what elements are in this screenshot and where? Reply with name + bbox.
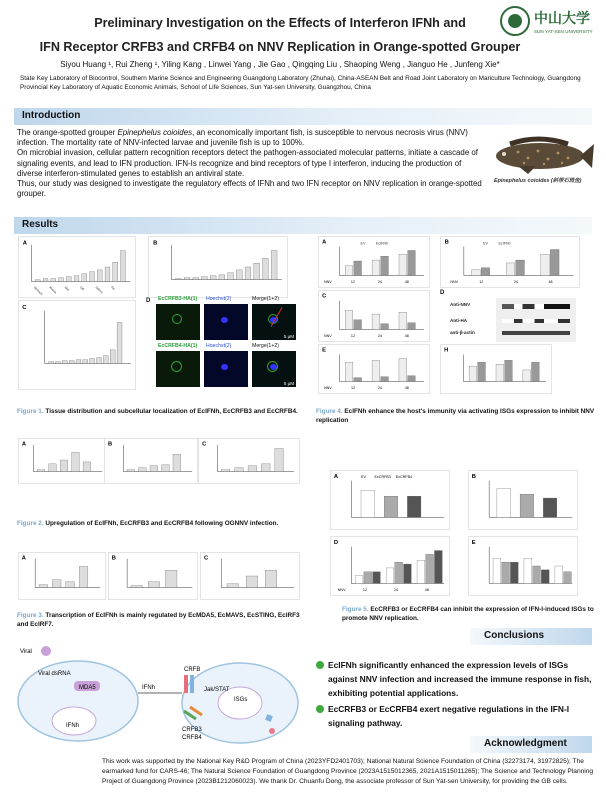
acknowledgment-text: This work was supported by the National Key R&D Program of China (2023YFD2401703); National Natural Science Foundation of China (32273174, 31972825); The earmarked fund for CARS-46; The Natural Science Foundation of Guangdong Province (2023A1515012365, 2021A1515011265); The Science and Technology Planning Project of Guangdong Province (2023B1212060023). We thank Dr. Chuanfu Dong, the associate professor of Sun Yat-sen University, for providing the GB cells. bbox=[102, 758, 594, 785]
fig1-merge-label-1: Merge(1+2) bbox=[252, 296, 279, 302]
figure4-caption: Figure 4. EcIFNh enhance the host's immunity via activating ISGs expression to inhibit NNV replication bbox=[316, 408, 595, 424]
university-seal-icon bbox=[500, 6, 530, 36]
fig2-panel-a bbox=[18, 438, 108, 484]
figure2-caption: Figure 2. Upregulation of EcIFNh, EcCRFB3 and EcCRFB4 following OGNNV infection. bbox=[17, 520, 279, 527]
svg-text:EcIFNh: EcIFNh bbox=[375, 241, 389, 246]
wb-anti-ha: Anti-HA bbox=[450, 318, 468, 323]
figure5-caption: Figure 5. EcCRFB3 or EcCRFB4 can inhibit the expression of IFN-I-induced ISGs to promote NNV replication. bbox=[342, 606, 594, 622]
svg-text:EV: EV bbox=[361, 474, 366, 479]
fig3-panel-c bbox=[200, 552, 300, 600]
fig4-panel-a bbox=[318, 236, 430, 288]
scale-bar-1: 5 μM bbox=[283, 334, 294, 339]
svg-text:A: A bbox=[21, 555, 26, 562]
svg-text:48: 48 bbox=[404, 280, 409, 285]
merge-image-2 bbox=[252, 351, 296, 387]
fig1-crfb3-label: EcCRFB3-HA(1) bbox=[158, 296, 198, 302]
svg-text:12: 12 bbox=[350, 386, 356, 391]
fig1-merge-label-2: Merge(1+2) bbox=[252, 343, 279, 349]
conclusions-title: Conclusions bbox=[484, 630, 545, 641]
fig1-label-a: A bbox=[22, 240, 27, 247]
svg-text:CRFB4: CRFB4 bbox=[182, 735, 202, 741]
hoechst-image-1 bbox=[204, 304, 248, 340]
fig1-panel-c bbox=[18, 300, 136, 390]
svg-text:Viral dsRNA: Viral dsRNA bbox=[38, 671, 71, 677]
crfb4-image bbox=[156, 351, 200, 387]
svg-text:Spleen: Spleen bbox=[94, 285, 104, 295]
fig5-panel-d bbox=[330, 536, 450, 596]
svg-text:EV: EV bbox=[360, 241, 366, 246]
intro-paragraph-3: Thus, our study was designed to investigate the regulatory effects of IFNh and two IFN receptor on NNV replication in orange-spotted grouper. bbox=[17, 179, 482, 199]
fig1-hoechst-label-2: Hoechst(2) bbox=[206, 343, 232, 349]
svg-text:A: A bbox=[333, 473, 339, 480]
svg-text:12: 12 bbox=[350, 280, 355, 285]
acknowledgment-header bbox=[470, 736, 592, 753]
svg-text:48: 48 bbox=[404, 334, 409, 339]
bullet-dot-icon bbox=[316, 705, 324, 713]
svg-text:Viral: Viral bbox=[20, 649, 32, 655]
hoechst-image-2 bbox=[204, 351, 248, 387]
results-title: Results bbox=[22, 219, 59, 230]
fig1-panel-b bbox=[148, 236, 288, 298]
svg-text:C: C bbox=[322, 293, 327, 300]
svg-text:24: 24 bbox=[513, 280, 518, 285]
svg-text:Gill: Gill bbox=[79, 285, 85, 291]
svg-text:E: E bbox=[471, 539, 476, 546]
poster-title-line2: IFN Receptor CRFB3 and CRFB4 on NNV Replication in Orange-spotted Grouper bbox=[39, 40, 521, 54]
grouper-fish-image bbox=[488, 132, 596, 176]
poster-title-line1: Preliminary Investigation on the Effects of Interferon IFNh and bbox=[94, 16, 466, 30]
scale-bar-2: 5 μM bbox=[283, 381, 294, 386]
svg-text:Muscle: Muscle bbox=[48, 285, 58, 295]
svg-text:D: D bbox=[333, 539, 339, 546]
svg-text:48: 48 bbox=[548, 280, 553, 285]
acknowledgment-title: Acknowledgment bbox=[484, 738, 567, 749]
university-logo bbox=[500, 6, 600, 42]
fig1-crfb4-label: EcCRFB4-HA(1) bbox=[158, 343, 198, 349]
svg-text:EcCRFB4: EcCRFB4 bbox=[395, 474, 413, 479]
svg-text:CRFB: CRFB bbox=[184, 667, 201, 673]
svg-text:B: B bbox=[107, 441, 113, 448]
virus-icon bbox=[41, 646, 51, 656]
wb-blot bbox=[496, 298, 576, 342]
svg-text:12: 12 bbox=[362, 588, 368, 593]
svg-text:NNV: NNV bbox=[324, 280, 332, 285]
svg-text:24: 24 bbox=[377, 334, 382, 339]
svg-text:12: 12 bbox=[350, 334, 355, 339]
fig1-panel-a bbox=[18, 236, 136, 298]
fig5-panel-b bbox=[468, 470, 578, 530]
svg-text:CRFB3: CRFB3 bbox=[182, 727, 202, 733]
svg-text:48: 48 bbox=[404, 386, 409, 391]
svg-text:24: 24 bbox=[393, 588, 398, 593]
conclusion-item: EcCRFB3 or EcCRFB4 exert negative regulations in the IFN-I signaling pathway. bbox=[316, 702, 596, 730]
fig1-label-d: D bbox=[146, 298, 151, 304]
merge-image-1 bbox=[252, 304, 296, 340]
introduction-title: Introduction bbox=[22, 110, 81, 121]
svg-text:EcIFNh: EcIFNh bbox=[498, 241, 511, 246]
logo-english: SUN YAT-SEN UNIVERSITY bbox=[534, 29, 593, 34]
svg-text:EcCRFB3: EcCRFB3 bbox=[374, 474, 391, 479]
fig5-panel-a bbox=[330, 470, 450, 530]
fig5-panel-e bbox=[468, 536, 578, 596]
svg-text:MDA5: MDA5 bbox=[79, 685, 96, 691]
fig2-panel-c bbox=[198, 438, 300, 484]
fig4-panel-h bbox=[440, 344, 552, 394]
svg-text:NNV: NNV bbox=[337, 588, 346, 593]
crfb3-image bbox=[156, 304, 200, 340]
species-name: Epinephelus coioides bbox=[117, 128, 193, 137]
fig3-panel-b bbox=[108, 552, 198, 600]
fig1-panel-d bbox=[146, 296, 296, 392]
introduction-text bbox=[17, 128, 487, 199]
fig1-hoechst-label-1: Hoechst(2) bbox=[206, 296, 232, 302]
svg-text:IFNh: IFNh bbox=[66, 723, 80, 729]
fig1-label-c: C bbox=[22, 304, 27, 311]
bullet-dot-icon bbox=[316, 661, 324, 669]
svg-text:B: B bbox=[111, 555, 116, 562]
svg-text:24: 24 bbox=[377, 386, 382, 391]
wb-anti-actin: anti-β-actin bbox=[450, 330, 475, 335]
fig4-panel-d: D Anti-NNV Anti-HA anti-β-actin bbox=[440, 290, 580, 344]
fig4-panel-c bbox=[318, 290, 430, 342]
introduction-header bbox=[14, 108, 592, 125]
svg-text:24: 24 bbox=[377, 280, 382, 285]
svg-text:Stomach: Stomach bbox=[32, 285, 44, 297]
figure1-caption: Figure 1. Tissue distribution and subcellular localization of EcIFNh, EcCRFB3 and EcCRFB4. bbox=[17, 408, 298, 415]
intro-paragraph-2: On microbial invasion, cellular pattern recognition receptors detect the pathogen-associated molecular patterns, initiate a cascade of signaling events, and lead to IFN production. IFN-Is recognize and bind receptors of type I interferon, inducing the production of diverse interferon-stimulated genes to establish an antiviral state. bbox=[17, 148, 478, 178]
mechanism-diagram bbox=[14, 645, 304, 745]
svg-text:EV: EV bbox=[483, 241, 488, 246]
svg-text:IFNh: IFNh bbox=[142, 685, 156, 691]
svg-text:Fin: Fin bbox=[110, 285, 116, 291]
svg-text:NNV: NNV bbox=[324, 334, 332, 339]
fig4-panel-b bbox=[440, 236, 580, 288]
results-header bbox=[14, 217, 592, 234]
svg-text:Skin: Skin bbox=[63, 285, 71, 293]
fig4-panel-e bbox=[318, 344, 430, 394]
svg-text:C: C bbox=[202, 441, 207, 448]
wb-anti-nnv: Anti-NNV bbox=[450, 302, 471, 307]
conclusions-list bbox=[316, 658, 596, 732]
svg-text:E: E bbox=[322, 347, 327, 354]
svg-text:Jak/STAT: Jak/STAT bbox=[204, 687, 230, 693]
conclusions-header bbox=[470, 628, 592, 645]
authors: Siyou Huang ¹, Rui Zheng ¹, Yiling Kang , Linwei Yang , Jie Gao , Qingqing Liu , Shaoping Weng , Jianguo He , Junfeng Xie* bbox=[60, 60, 500, 69]
figure3-caption: Figure 3. Transcription of EcIFNh is mainly regulated by EcMDA5, EcMAVS, EcSTING, EcIRF3 and EcIRF7. bbox=[17, 612, 300, 628]
svg-text:NNV: NNV bbox=[324, 386, 332, 391]
svg-text:48: 48 bbox=[424, 588, 429, 593]
svg-text:12: 12 bbox=[479, 280, 484, 285]
svg-text:NNV: NNV bbox=[450, 280, 459, 285]
svg-text:B: B bbox=[444, 239, 449, 246]
svg-text:C: C bbox=[204, 555, 209, 562]
svg-text:H: H bbox=[444, 347, 449, 354]
svg-text:B: B bbox=[471, 473, 476, 480]
fig2-panel-b bbox=[104, 438, 198, 484]
fig1-label-b: B bbox=[153, 240, 158, 247]
fig3-panel-a bbox=[18, 552, 106, 600]
fish-caption: Epinephelus coioides (斜带石斑鱼) bbox=[494, 178, 582, 184]
intro-paragraph-1: The orange-spotted grouper Epinephelus coioides, an economically important fish, is susceptible to nervous necrosis virus (NNV) infection. The mortality rate of NNV-infected larvae and juvenile fish is up to 100%. bbox=[17, 128, 468, 148]
affiliation: State Key Laboratory of Biocontrol, Southern Marine Science and Engineering Guangdong Laboratory (Zhuhai), China-ASEAN Belt and Road Joint Laboratory on Mariculture Technology, Guangdong Provincial Key Laboratory of Aquatic Economic Animals, School of Life Sciences, Sun Yat-sen University, Guangzhou, China bbox=[20, 75, 581, 91]
svg-text:A: A bbox=[322, 239, 327, 246]
svg-text:A: A bbox=[21, 441, 27, 448]
logo-chinese: 中山大学 bbox=[534, 11, 590, 27]
svg-text:ISGs: ISGs bbox=[234, 697, 248, 703]
conclusion-item: EcIFNh significantly enhanced the expression levels of ISGs against NNV infection and increased the immune response in fish, exhibiting potential applications. bbox=[316, 658, 596, 700]
